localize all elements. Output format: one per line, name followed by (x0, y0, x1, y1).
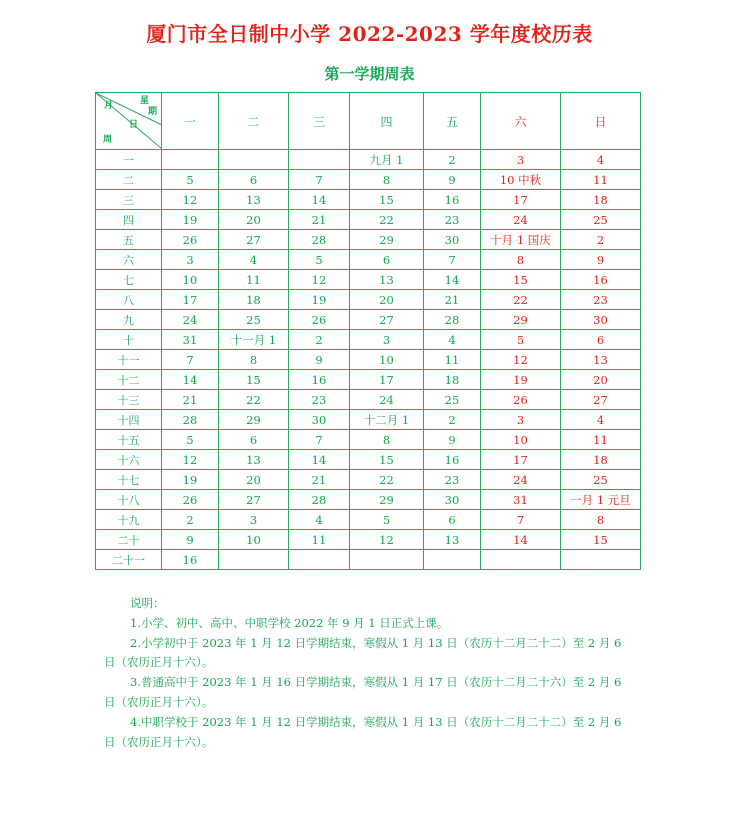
week-number-cell: 十六 (96, 450, 162, 470)
date-cell (219, 550, 289, 570)
date-cell: 13 (424, 530, 481, 550)
date-cell: 18 (561, 450, 641, 470)
table-row (96, 350, 641, 370)
date-cell: 9 (561, 250, 641, 270)
week-number-cell: 七 (96, 270, 162, 290)
day-header-fri: 五 (424, 93, 481, 150)
week-number-cell: 十九 (96, 510, 162, 530)
date-cell: 26 (481, 390, 561, 410)
date-cell: 18 (424, 370, 481, 390)
date-cell: 5 (162, 170, 219, 190)
date-cell: 7 (481, 510, 561, 530)
day-header-thu: 四 (350, 93, 424, 150)
date-cell: 5 (162, 430, 219, 450)
table-row (96, 470, 641, 490)
date-cell: 13 (561, 350, 641, 370)
table-row (96, 450, 641, 470)
date-cell: 4 (219, 250, 289, 270)
day-header-sat: 六 (481, 93, 561, 150)
week-number-cell: 九 (96, 310, 162, 330)
date-cell: 31 (162, 330, 219, 350)
date-cell: 十一月 1 (219, 330, 289, 350)
date-cell (219, 150, 289, 170)
table-row (96, 510, 641, 530)
date-cell: 29 (219, 410, 289, 430)
date-cell (162, 150, 219, 170)
date-cell: 17 (162, 290, 219, 310)
date-cell: 11 (219, 270, 289, 290)
date-cell: 2 (289, 330, 350, 350)
table-row (96, 230, 641, 250)
date-cell: 23 (561, 290, 641, 310)
date-cell: 5 (350, 510, 424, 530)
date-cell: 11 (289, 530, 350, 550)
date-cell: 9 (424, 430, 481, 450)
date-cell: 19 (289, 290, 350, 310)
date-cell: 16 (162, 550, 219, 570)
date-cell: 九月 1 (350, 150, 424, 170)
week-number-cell: 十二 (96, 370, 162, 390)
table-row (96, 430, 641, 450)
date-cell: 26 (162, 230, 219, 250)
date-cell: 22 (219, 390, 289, 410)
notes-label: 说明： (130, 596, 165, 610)
week-number-cell: 六 (96, 250, 162, 270)
date-cell: 9 (162, 530, 219, 550)
date-cell: 25 (561, 470, 641, 490)
date-cell: 15 (219, 370, 289, 390)
date-cell: 21 (424, 290, 481, 310)
date-cell: 23 (424, 470, 481, 490)
date-cell: 28 (162, 410, 219, 430)
date-cell: 20 (219, 470, 289, 490)
corner-weekday-label-a: 星 (140, 96, 150, 106)
date-cell: 16 (289, 370, 350, 390)
date-cell: 5 (481, 330, 561, 350)
date-cell (350, 550, 424, 570)
date-cell: 25 (219, 310, 289, 330)
date-cell: 6 (219, 430, 289, 450)
date-cell: 22 (350, 210, 424, 230)
date-cell (561, 550, 641, 570)
date-cell: 13 (350, 270, 424, 290)
week-number-cell: 二 (96, 170, 162, 190)
date-cell: 14 (162, 370, 219, 390)
table-row (96, 170, 641, 190)
week-number-cell: 四 (96, 210, 162, 230)
date-cell: 3 (219, 510, 289, 530)
date-cell: 6 (219, 170, 289, 190)
date-cell: 27 (350, 310, 424, 330)
date-cell: 18 (219, 290, 289, 310)
note-item-3: 3.普通高中于 2023 年 1 月 16 日学期结束，寒假从 1 月 17 日（农历十二月二十六）至 2 月 6 日（农历正月十六）。 (104, 675, 622, 709)
note-item-2: 2.小学初中于 2023 年 1 月 12 日学期结束，寒假从 1 月 13 日（农历十二月二十二）至 2 月 6 日（农历正月十六）。 (104, 635, 622, 670)
date-cell: 24 (481, 210, 561, 230)
date-cell: 23 (424, 210, 481, 230)
date-cell: 18 (561, 190, 641, 210)
date-cell: 4 (424, 330, 481, 350)
date-cell: 一月 1 元旦 (561, 490, 641, 510)
date-cell: 28 (424, 310, 481, 330)
date-cell: 11 (561, 170, 641, 190)
date-cell (289, 550, 350, 570)
date-cell: 10 (162, 270, 219, 290)
week-number-cell: 十三 (96, 390, 162, 410)
corner-header-cell (96, 93, 162, 150)
day-header-wed: 三 (289, 93, 350, 150)
date-cell: 30 (424, 490, 481, 510)
week-number-cell: 十 (96, 330, 162, 350)
table-row (96, 190, 641, 210)
date-cell: 8 (219, 350, 289, 370)
day-header-sun: 日 (561, 93, 641, 150)
date-cell: 15 (561, 530, 641, 550)
date-cell: 22 (481, 290, 561, 310)
date-cell: 24 (162, 310, 219, 330)
calendar-table (95, 92, 641, 570)
day-header-mon: 一 (162, 93, 219, 150)
table-subtitle: 第一学期周表 (324, 65, 415, 83)
week-number-cell: 三 (96, 190, 162, 210)
date-cell: 19 (162, 210, 219, 230)
table-row (96, 310, 641, 330)
week-number-cell: 五 (96, 230, 162, 250)
date-cell: 9 (289, 350, 350, 370)
date-cell: 8 (481, 250, 561, 270)
date-cell: 14 (424, 270, 481, 290)
date-cell: 23 (289, 390, 350, 410)
date-cell: 3 (481, 150, 561, 170)
table-row (96, 150, 641, 170)
date-cell: 10 (350, 350, 424, 370)
date-cell: 27 (561, 390, 641, 410)
note-item-4: 4.中职学校于 2023 年 1 月 12 日学期结束，寒假从 1 月 13 日（农历十二月二十二）至 2 月 6 日（农历正月十六）。 (104, 714, 622, 749)
date-cell: 2 (162, 510, 219, 530)
date-cell: 30 (561, 310, 641, 330)
day-header-tue: 二 (219, 93, 289, 150)
date-cell: 30 (424, 230, 481, 250)
date-cell: 7 (289, 170, 350, 190)
date-cell: 17 (481, 450, 561, 470)
table-row (96, 390, 641, 410)
date-cell: 7 (289, 430, 350, 450)
date-cell: 21 (289, 470, 350, 490)
table-row (96, 330, 641, 350)
table-row (96, 270, 641, 290)
date-cell: 10 (219, 530, 289, 550)
week-number-cell: 十八 (96, 490, 162, 510)
table-row (96, 290, 641, 310)
date-cell: 22 (350, 470, 424, 490)
date-cell: 13 (219, 190, 289, 210)
date-cell: 3 (162, 250, 219, 270)
week-number-cell: 十五 (96, 430, 162, 450)
date-cell: 29 (350, 230, 424, 250)
notes-section (104, 594, 634, 752)
date-cell: 3 (350, 330, 424, 350)
date-cell: 7 (162, 350, 219, 370)
date-cell: 十月 1 国庆 (481, 230, 561, 250)
date-cell: 25 (561, 210, 641, 230)
date-cell: 14 (289, 450, 350, 470)
table-row (96, 490, 641, 510)
date-cell: 16 (424, 450, 481, 470)
table-row (96, 410, 641, 430)
date-cell: 6 (561, 330, 641, 350)
table-row (96, 370, 641, 390)
date-cell: 12 (350, 530, 424, 550)
date-cell: 2 (424, 410, 481, 430)
date-cell: 11 (424, 350, 481, 370)
week-number-cell: 十七 (96, 470, 162, 490)
date-cell: 11 (561, 430, 641, 450)
corner-weekday-label-b: 期 (148, 107, 158, 117)
date-cell: 24 (481, 470, 561, 490)
date-cell: 20 (219, 210, 289, 230)
week-number-cell: 十一 (96, 350, 162, 370)
date-cell: 7 (424, 250, 481, 270)
date-cell (481, 550, 561, 570)
date-cell: 2 (561, 230, 641, 250)
date-cell: 27 (219, 490, 289, 510)
page-title: 厦门市全日制中小学 2022-2023 学年度校历表 (146, 22, 593, 46)
date-cell: 24 (350, 390, 424, 410)
date-cell: 4 (561, 150, 641, 170)
date-cell: 2 (424, 150, 481, 170)
header-row (96, 93, 641, 150)
week-number-cell: 十四 (96, 410, 162, 430)
date-cell: 10 (481, 430, 561, 450)
date-cell: 4 (289, 510, 350, 530)
date-cell: 12 (289, 270, 350, 290)
calendar-body (96, 150, 641, 570)
date-cell: 12 (162, 450, 219, 470)
date-cell: 16 (424, 190, 481, 210)
date-cell: 31 (481, 490, 561, 510)
week-number-cell: 二十 (96, 530, 162, 550)
week-number-cell: 一 (96, 150, 162, 170)
date-cell: 26 (289, 310, 350, 330)
week-number-cell: 八 (96, 290, 162, 310)
corner-day-label: 日 (129, 120, 139, 130)
note-item-1: 1.小学、初中、高中、中职学校 2022 年 9 月 1 日正式上课。 (130, 615, 449, 630)
date-cell: 12 (481, 350, 561, 370)
date-cell: 20 (561, 370, 641, 390)
date-cell (424, 550, 481, 570)
date-cell: 28 (289, 490, 350, 510)
table-row (96, 210, 641, 230)
date-cell: 10 中秋 (481, 170, 561, 190)
table-row (96, 530, 641, 550)
date-cell: 28 (289, 230, 350, 250)
date-cell: 15 (481, 270, 561, 290)
date-cell: 6 (424, 510, 481, 530)
date-cell: 27 (219, 230, 289, 250)
date-cell: 15 (350, 190, 424, 210)
date-cell: 4 (561, 410, 641, 430)
date-cell: 20 (350, 290, 424, 310)
date-cell: 8 (350, 430, 424, 450)
date-cell: 30 (289, 410, 350, 430)
date-cell: 5 (289, 250, 350, 270)
date-cell: 17 (481, 190, 561, 210)
date-cell: 21 (162, 390, 219, 410)
date-cell: 29 (481, 310, 561, 330)
table-row (96, 550, 641, 570)
date-cell: 16 (561, 270, 641, 290)
date-cell: 6 (350, 250, 424, 270)
date-cell (289, 150, 350, 170)
date-cell: 26 (162, 490, 219, 510)
date-cell: 29 (350, 490, 424, 510)
date-cell: 9 (424, 170, 481, 190)
date-cell: 十二月 1 (350, 410, 424, 430)
date-cell: 21 (289, 210, 350, 230)
date-cell: 13 (219, 450, 289, 470)
date-cell: 15 (350, 450, 424, 470)
date-cell: 3 (481, 410, 561, 430)
date-cell: 14 (481, 530, 561, 550)
table-row (96, 250, 641, 270)
date-cell: 19 (481, 370, 561, 390)
date-cell: 25 (424, 390, 481, 410)
date-cell: 19 (162, 470, 219, 490)
date-cell: 14 (289, 190, 350, 210)
week-number-cell: 二十一 (96, 550, 162, 570)
date-cell: 17 (350, 370, 424, 390)
date-cell: 8 (350, 170, 424, 190)
date-cell: 12 (162, 190, 219, 210)
corner-week-label: 周 (103, 135, 113, 145)
date-cell: 8 (561, 510, 641, 530)
corner-month-label: 月 (104, 101, 114, 111)
